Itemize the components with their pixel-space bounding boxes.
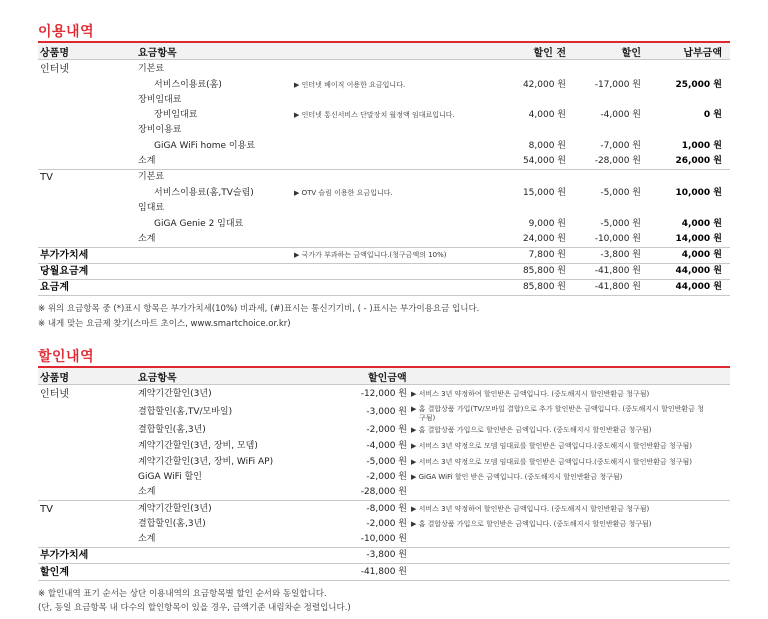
- row-item: 결합할인(홈,TV/모바일): [138, 407, 233, 417]
- divider: [38, 547, 730, 548]
- row-amount: -2,000 원: [366, 425, 407, 435]
- row-label: 당월요금계: [40, 266, 89, 277]
- row-amount: -4,000 원: [366, 441, 407, 451]
- row-discount: -7,000 원: [600, 141, 641, 151]
- row-amount: -28,000 원: [360, 487, 407, 497]
- row-item: 결합할인(홈,3년): [138, 519, 206, 529]
- divider: [38, 169, 730, 170]
- row-desc: ▶ 국가가 부과하는 금액입니다.(청구금액의 10%): [294, 251, 447, 259]
- row-before: 8,000 원: [528, 141, 566, 151]
- row-discount: -10,000 원: [594, 234, 641, 244]
- row-label: 부가가치세: [40, 550, 89, 561]
- row-item: 소계: [138, 534, 156, 544]
- row-item: GiGA WiFi home 이용료: [154, 141, 256, 151]
- row-pay: 14,000 원: [675, 234, 722, 244]
- row-amount: -3,000 원: [366, 407, 407, 417]
- row-item: 기본료: [138, 64, 165, 74]
- divider: [38, 500, 730, 501]
- row-before: 4,000 원: [528, 110, 566, 120]
- row-discount: -41,800 원: [594, 282, 641, 292]
- discount-section-title: 할인내역: [38, 349, 95, 365]
- row-amount: -2,000 원: [366, 519, 407, 529]
- usage-note: ※ 내게 맞는 요금제 찾기(스마트 초이스, www.smartchoice.or.kr): [38, 319, 291, 329]
- header-before: 할인 전: [533, 48, 566, 59]
- discount-table-header: [38, 368, 730, 385]
- usage-section-title: 이용내역: [38, 24, 95, 40]
- row-item: GiGA Genie 2 임대료: [154, 219, 244, 229]
- row-amount: -5,000 원: [366, 457, 407, 467]
- row-desc: ▶ 서비스 3년 약정으로 모뎀 임대료를 할인받은 금액입니다.(중도해지시 할인반환금 청구됨): [411, 442, 692, 450]
- product-internet: 인터넷: [40, 64, 69, 75]
- row-amount: -3,800 원: [366, 550, 407, 560]
- row-pay: 4,000 원: [681, 250, 722, 260]
- row-item: 소계: [138, 156, 156, 166]
- row-before: 54,000 원: [522, 156, 566, 166]
- row-pay: 1,000 원: [681, 141, 722, 151]
- row-pay: 25,000 원: [675, 80, 722, 90]
- header-product: 상품명: [40, 48, 69, 59]
- divider: [38, 295, 730, 296]
- row-desc: ▶ 인터넷 베이직 이용한 요금입니다.: [294, 81, 406, 89]
- row-item: GiGA WiFi 할인: [138, 472, 202, 482]
- header-amount: 할인금액: [368, 373, 407, 384]
- row-discount: -17,000 원: [594, 80, 641, 90]
- row-desc-cont: 구됨): [419, 414, 436, 422]
- row-item: 장비임대료: [138, 95, 182, 105]
- row-item: 결합할인(홈,3년): [138, 425, 206, 435]
- usage-table-header: [38, 43, 730, 60]
- row-item: 기본료: [138, 172, 165, 182]
- row-item: 임대료: [138, 203, 165, 213]
- row-discount: -28,000 원: [594, 156, 641, 166]
- row-pay: 0 원: [703, 110, 722, 120]
- row-pay: 44,000 원: [675, 266, 722, 276]
- discount-note: ※ 할인내역 표기 순서는 상단 이용내역의 요금항목별 할인 순서와 동일합니다.: [38, 589, 327, 599]
- row-before: 85,800 원: [522, 266, 566, 276]
- row-before: 85,800 원: [522, 282, 566, 292]
- row-item: 계약기간할인(3년): [138, 504, 212, 514]
- row-desc: ▶ GiGA WiFi 할인 받은 금액입니다. (중도해지시 할인반환금 청구됨): [411, 473, 623, 481]
- product-tv: TV: [40, 172, 53, 183]
- header-item: 요금항목: [138, 373, 177, 384]
- divider: [38, 580, 730, 581]
- row-pay: 10,000 원: [675, 188, 722, 198]
- row-label: 부가가치세: [40, 250, 89, 261]
- row-desc: ▶ 홈 결합상품 가입으로 할인받은 금액입니다. (중도해지시 할인반환금 청구됨): [411, 426, 652, 434]
- header-product: 상품명: [40, 373, 69, 384]
- divider: [38, 563, 730, 564]
- row-discount: -5,000 원: [600, 188, 641, 198]
- row-discount: -3,800 원: [600, 250, 641, 260]
- row-item: 서비스이용료(홈): [154, 80, 222, 90]
- row-desc: ▶ 서비스 3년 약정으로 모뎀 임대료를 할인받은 금액입니다.(중도해지시 할인반환금 청구됨): [411, 458, 692, 466]
- row-item: 소계: [138, 487, 156, 497]
- row-amount: -8,000 원: [366, 504, 407, 514]
- row-before: 9,000 원: [528, 219, 566, 229]
- usage-note: ※ 위의 요금항목 중 (*)표시 항목은 부가가치세(10%) 비과세, (#)표시는 통신기기비, ( - )표시는 부가이용요금 입니다.: [38, 304, 480, 314]
- row-item: 서비스이용료(홈,TV슬림): [154, 188, 254, 198]
- row-amount: -12,000 원: [360, 389, 407, 399]
- row-discount: -5,000 원: [600, 219, 641, 229]
- header-discount: 할인: [621, 48, 641, 59]
- row-before: 15,000 원: [522, 188, 566, 198]
- row-item: 소계: [138, 234, 156, 244]
- row-discount: -4,000 원: [600, 110, 641, 120]
- product-tv: TV: [40, 504, 53, 515]
- row-desc: ▶ 홈 결합상품 가입으로 할인받은 금액입니다. (중도해지시 할인반환금 청구됨): [411, 520, 652, 528]
- row-pay: 4,000 원: [681, 219, 722, 229]
- discount-note: (단, 동일 요금항목 내 다수의 할인항목이 있을 경우, 금액기준 내림차순 정렬입니다.): [38, 603, 351, 613]
- row-label: 할인계: [40, 567, 69, 578]
- row-desc: ▶ 서비스 3년 약정하여 할인받은 금액입니다. (중도해지시 할인반환금 청구됨): [411, 390, 650, 398]
- row-item: 계약기간할인(3년, 장비, WiFi AP): [138, 457, 274, 467]
- header-pay: 납부금액: [683, 48, 722, 59]
- row-before: 24,000 원: [522, 234, 566, 244]
- row-desc: ▶ 인터넷 통신서비스 단말장치 월정액 임대료입니다.: [294, 111, 455, 119]
- product-internet: 인터넷: [40, 389, 69, 400]
- row-pay: 44,000 원: [675, 282, 722, 292]
- row-discount: -41,800 원: [594, 266, 641, 276]
- row-desc: ▶ 홈 결합상품 가입(TV/모바일 결합)으로 추가 할인받은 금액입니다. (중도해지시 할인반환금 청: [411, 405, 704, 413]
- row-amount: -2,000 원: [366, 472, 407, 482]
- row-before: 7,800 원: [528, 250, 566, 260]
- row-amount: -41,800 원: [360, 567, 407, 577]
- divider: [38, 263, 730, 264]
- divider: [38, 279, 730, 280]
- row-desc: ▶ 서비스 3년 약정하여 할인받은 금액입니다. (중도해지시 할인반환금 청구됨): [411, 505, 650, 513]
- row-label: 요금계: [40, 282, 69, 293]
- row-item: 장비이용료: [138, 125, 182, 135]
- row-desc: ▶ OTV 슬림 이용한 요금입니다.: [294, 189, 393, 197]
- row-item: 장비임대료: [154, 110, 198, 120]
- row-item: 계약기간할인(3년): [138, 389, 212, 399]
- row-item: 계약기간할인(3년, 장비, 모뎀): [138, 441, 258, 451]
- row-pay: 26,000 원: [675, 156, 722, 166]
- divider: [38, 247, 730, 248]
- header-item: 요금항목: [138, 48, 177, 59]
- row-before: 42,000 원: [522, 80, 566, 90]
- row-amount: -10,000 원: [360, 534, 407, 544]
